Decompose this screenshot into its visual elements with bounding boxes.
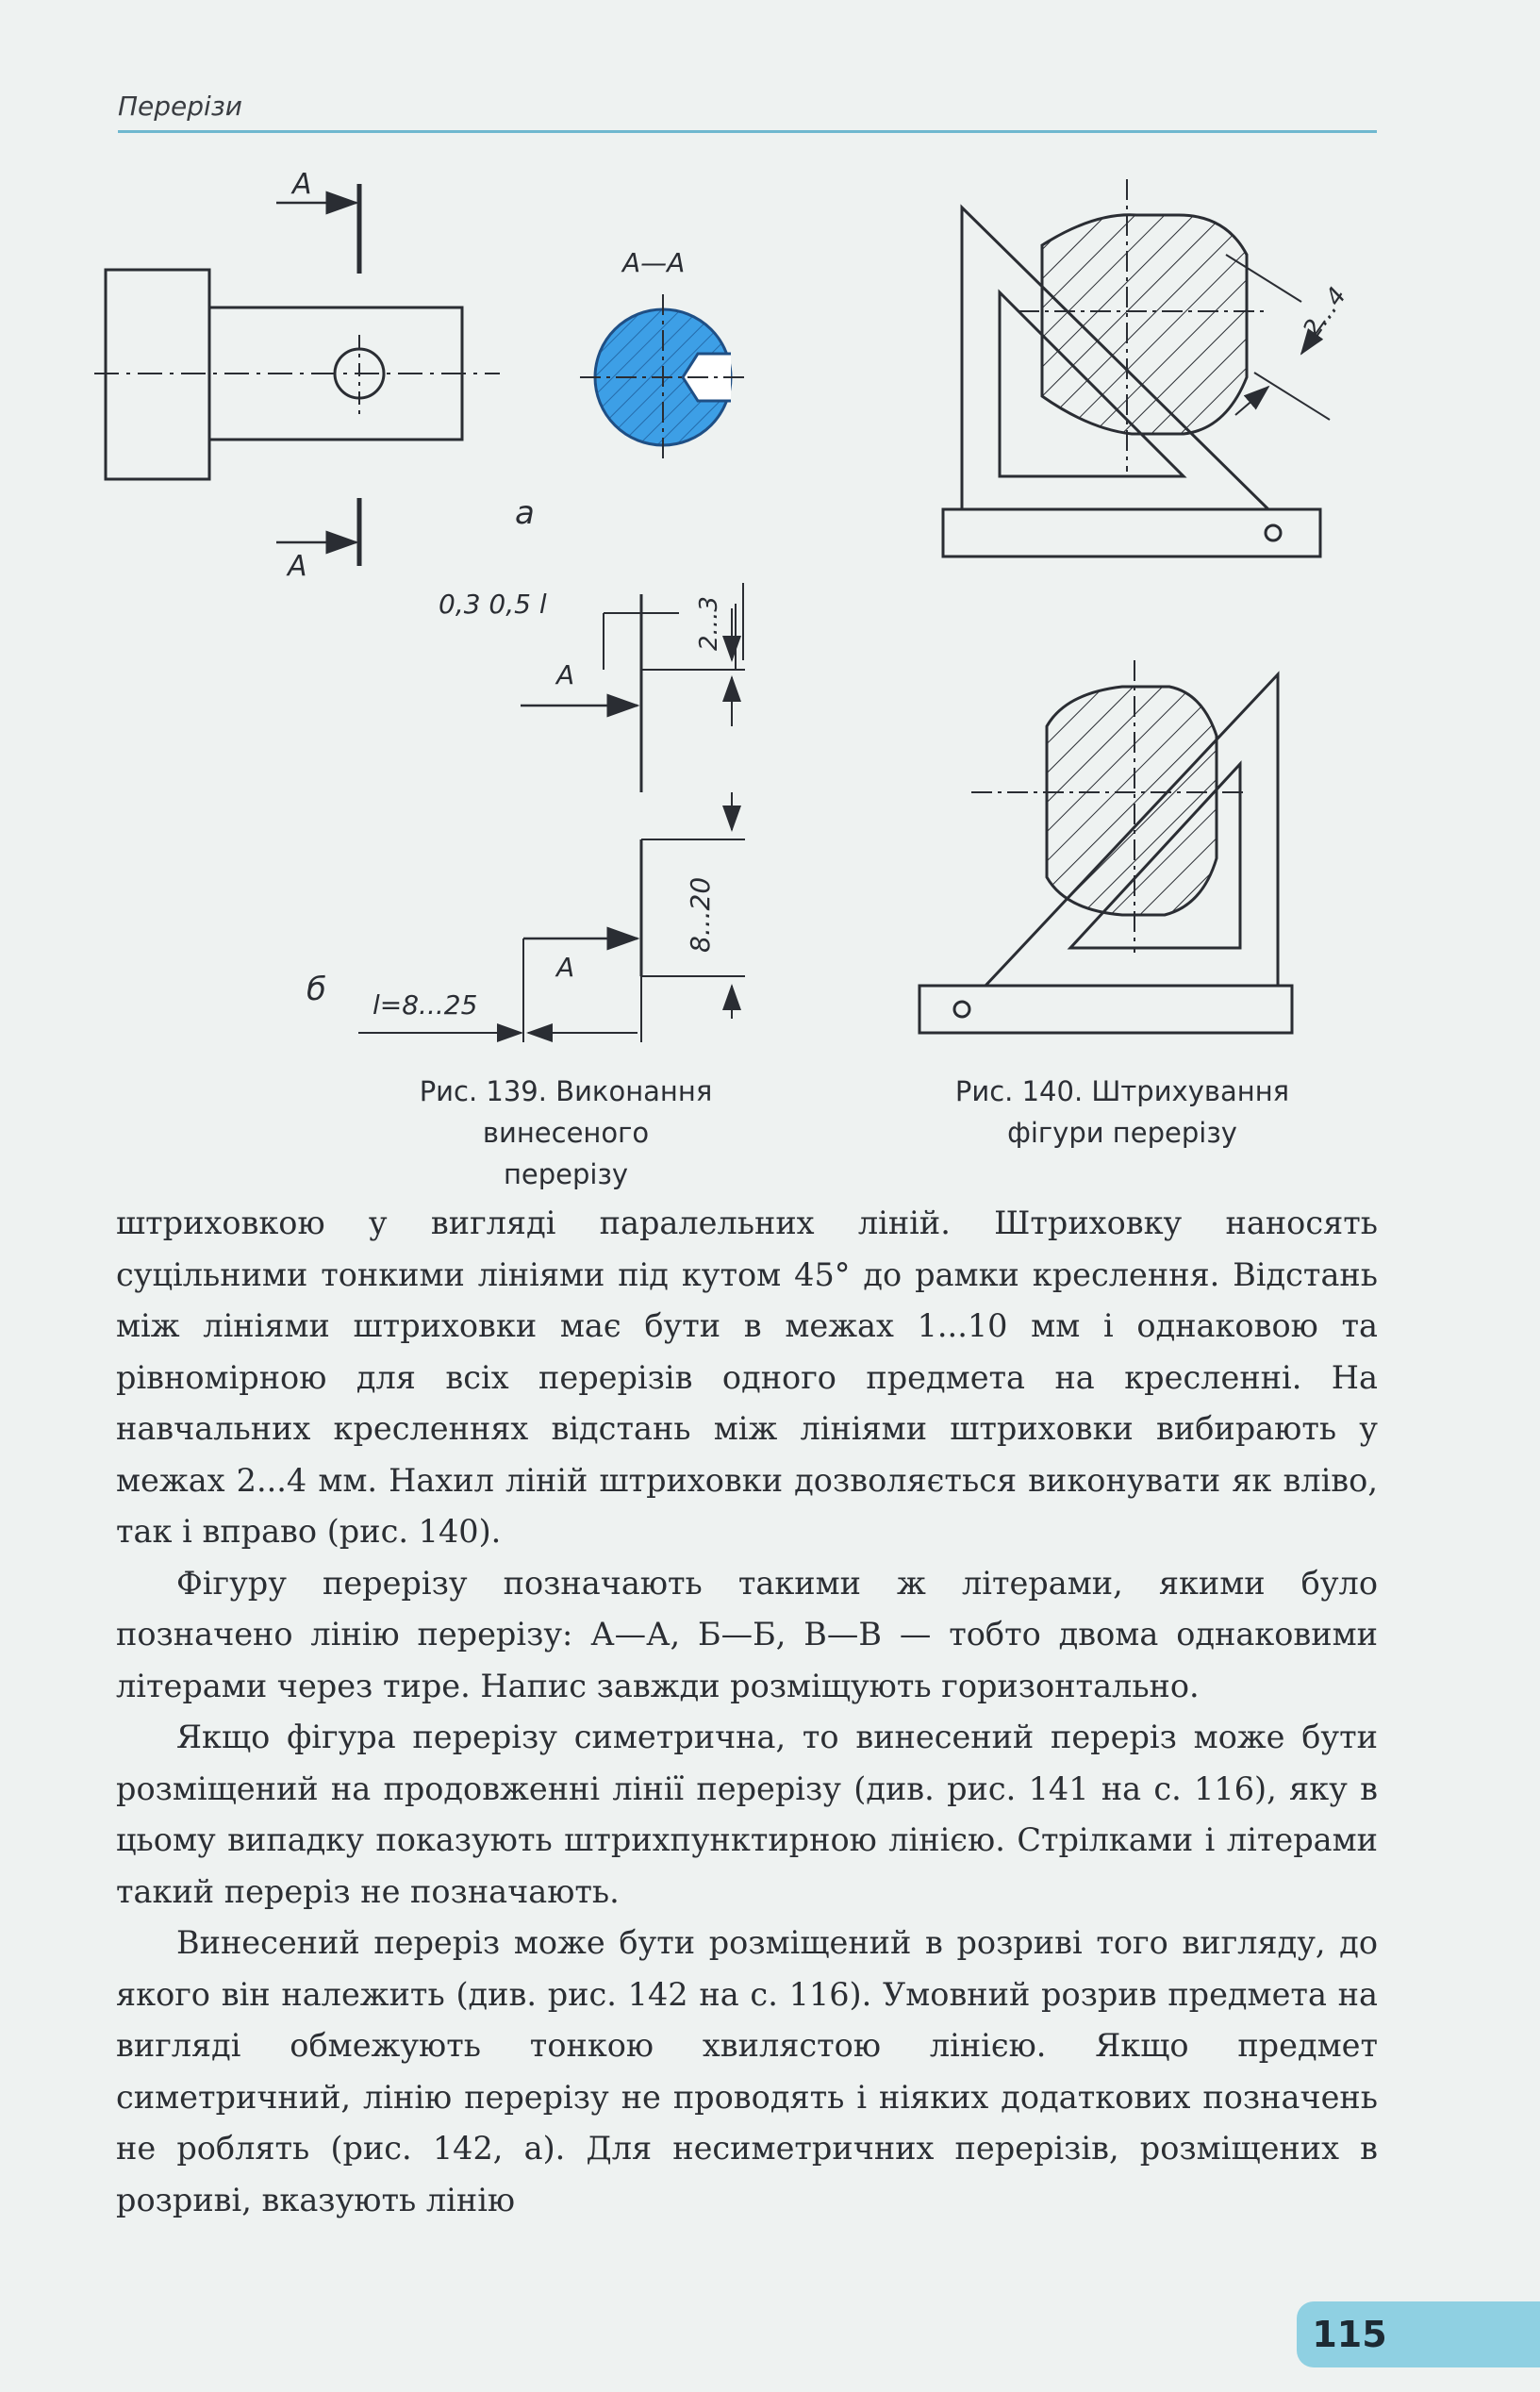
dim-2-4: 2...4: [1298, 282, 1352, 344]
arrow-proportions-b: [358, 583, 745, 1042]
sub-label-a: а: [515, 494, 535, 532]
page-number: 115: [1312, 2314, 1387, 2355]
label-a-bottom: А: [288, 550, 307, 583]
section-label: А—А: [622, 247, 686, 278]
body-text: [116, 1198, 1378, 2226]
label-a-b1: А: [556, 659, 575, 690]
caption-139-line2: перерізу: [503, 1158, 629, 1190]
paragraph-4: Винесений переріз може бути розміщений в розриві того вигляду, до якого він належить (див. рис. 142 на с. 116). Умовний розрив предмета на вигляді обмежують тонкою хвилястою лінією. Якщо предмет симетричний, лінію перерізу не проводять і ніяких додаткових позначень не роблять (рис. 142, а). Для несиметричних перерізів, розміщених в розриві, вказують лінію: [116, 1924, 1378, 2218]
paragraph-1: штриховкою у вигляді паралельних ліній. Штриховку наносять суцільними тонкими лініями під кутом 45° до рамки креслення. Відстань між лініями штриховки має бути в межах 1...10 мм і однаковою та рівномірною для всіх перерізів одного предмета на кресленні. На навчальних кресленнях відстань між лініями штриховки вибирають у межах 2...4 мм. Нахил ліній штриховки дозволяється виконувати як вліво, так і вправо (рис. 140).: [116, 1204, 1378, 1550]
dim-03-05: 0,3 0,5 l: [439, 589, 547, 620]
paragraph-3: Якщо фігура перерізу симетрична, то винесений переріз може бути розміщений на продовженні лінії перерізу (див. рис. 141 на с. 116), яку в цьому випадку показують штрихпунктирною лінією. Стрілками і літерами такий переріз не позначають.: [116, 1719, 1378, 1910]
caption-140-line2: фігури перерізу: [1007, 1117, 1237, 1149]
caption-figure-140: [886, 1071, 1358, 1154]
caption-140-line1: Рис. 140. Штрихування: [954, 1075, 1290, 1107]
figure-140-top: [943, 179, 1330, 556]
label-a-b2: А: [556, 952, 575, 983]
figure-140-bottom: [919, 660, 1292, 1033]
dim-2-3: 2...3: [695, 596, 723, 651]
figure-139: [0, 0, 1540, 1066]
running-head: Перерізи: [118, 91, 242, 122]
paragraph-2: Фігуру перерізу позначають такими ж літерами, якими було позначено лінію перерізу: А—А, Б—Б, В—В — тобто двома однаковими літерами через тире. Напис завжди розміщують горизонтально.: [116, 1564, 1378, 1704]
part-view-a: [94, 184, 500, 566]
section-a-a: [580, 294, 745, 462]
label-a-top: А: [292, 168, 312, 201]
dim-8-20: 8...20: [685, 876, 716, 953]
dim-l: l=8...25: [373, 989, 478, 1021]
sub-label-b: б: [306, 971, 326, 1008]
caption-figure-139: [349, 1071, 783, 1195]
caption-139-line1: Рис. 139. Виконання винесеного: [419, 1075, 713, 1149]
